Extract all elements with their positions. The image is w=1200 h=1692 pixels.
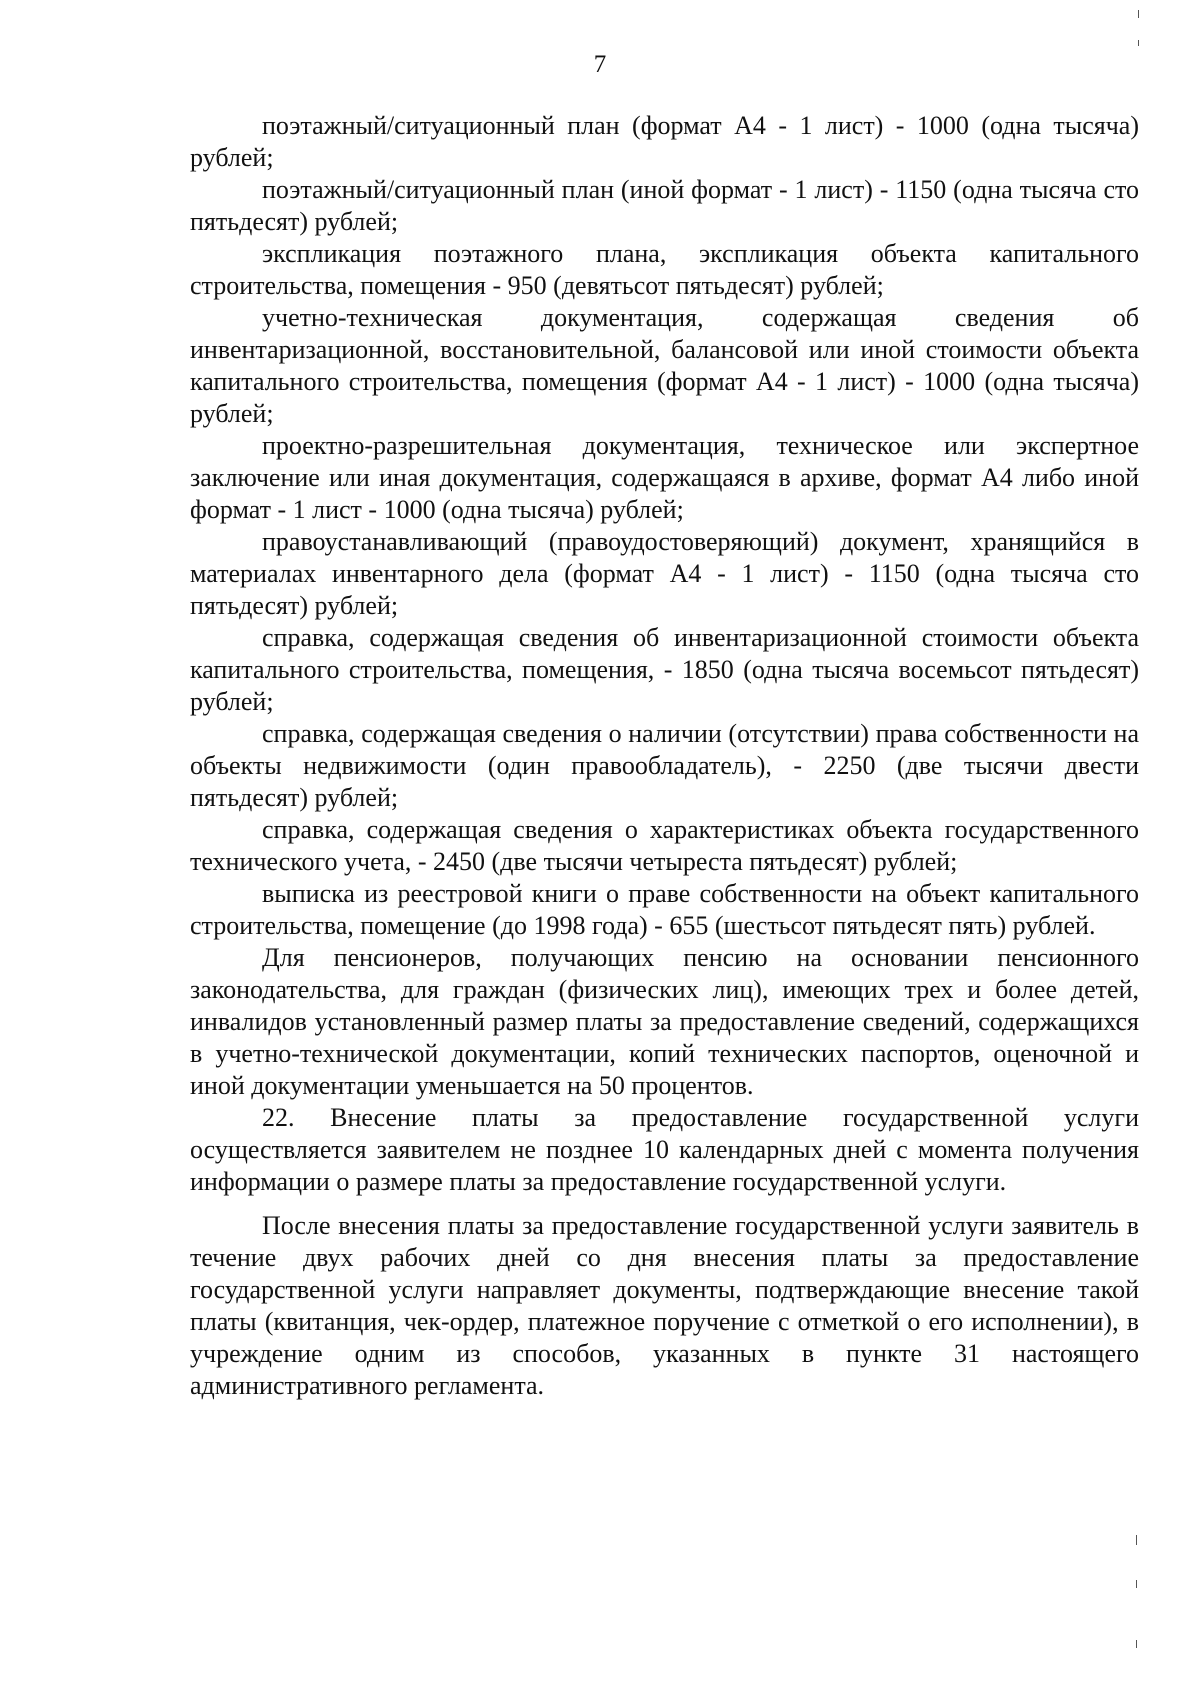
- scan-artifact: [1136, 1580, 1137, 1588]
- fee-item-title-document: правоустанавливающий (правоудостоверяющий) документ, хранящийся в материалах инвентарного дела (формат А4 - 1 лист) - 1150 (одна тысяча сто пятьдесят) рублей;: [190, 527, 1139, 620]
- fee-item-floor-plan-other: поэтажный/ситуационный план (иной формат - 1 лист) - 1150 (одна тысяча сто пятьдесят) рублей;: [190, 175, 1139, 236]
- section-22-paragraph: 22. Внесение платы за предоставление государственной услуги осуществляется заявителем не позднее 10 календарных дней с момента получения информации о размере платы за предоставление государственной услуги.: [190, 1103, 1139, 1196]
- post-payment-paragraph: После внесения платы за предоставление государственной услуги заявитель в течение двух рабочих дней со дня внесения платы за предоставление государственной услуги направляет документы, подтверждающие внесение такой платы (квитанция, чек-ордер, платежное поручение с отметкой о его исполнении), в учреждение одним из способов, указанных в пункте 31 настоящего административного регламента.: [190, 1211, 1139, 1400]
- scan-artifact: [1138, 10, 1139, 18]
- fee-item-explication: экспликация поэтажного плана, экспликация объекта капитального строительства, помещения - 950 (девятьсот пятьдесят) рублей;: [190, 239, 1139, 300]
- fee-item-floor-plan-a4: поэтажный/ситуационный план (формат А4 - 1 лист) - 1000 (одна тысяча) рублей;: [190, 111, 1139, 172]
- discount-paragraph: Для пенсионеров, получающих пенсию на основании пенсионного законодательства, для граждан (физических лиц), имеющих трех и более детей, инвалидов установленный размер платы за предоставление сведений, содержащихся в учетно-технической документации, копий технических паспортов, оценочной и иной документации уменьшается на 50 процентов.: [190, 943, 1139, 1100]
- scan-artifact: [1136, 1535, 1137, 1545]
- scan-artifact: [1138, 40, 1139, 46]
- fee-item-ownership-certificate: справка, содержащая сведения о наличии (отсутствии) права собственности на объекты недвижимости (один правообладатель), - 2250 (две тысячи двести пятьдесят) рублей;: [190, 719, 1139, 812]
- document-body: [190, 110, 1139, 1402]
- fee-item-design-documentation: проектно-разрешительная документация, техническое или экспертное заключение или иная документация, содержащаяся в архиве, формат А4 либо иной формат - 1 лист - 1000 (одна тысяча) рублей;: [190, 431, 1139, 524]
- scan-artifact: [1136, 1640, 1137, 1648]
- page-number: 7: [593, 51, 607, 78]
- fee-item-characteristics-certificate: справка, содержащая сведения о характеристиках объекта государственного технического учета, - 2450 (две тысячи четыреста пятьдесят) рублей;: [190, 815, 1139, 876]
- fee-item-technical-documentation: учетно-техническая документация, содержащая сведения об инвентаризационной, восстановительной, балансовой или иной стоимости объекта капитального строительства, помещения (формат А4 - 1 лист) - 1000 (одна тысяча) рублей;: [190, 303, 1139, 428]
- fee-item-registry-extract: выписка из реестровой книги о праве собственности на объект капитального строительства, помещение (до 1998 года) - 655 (шестьсот пятьдесят пять) рублей.: [190, 879, 1139, 940]
- fee-item-inventory-value-certificate: справка, содержащая сведения об инвентаризационной стоимости объекта капитального строительства, помещения, - 1850 (одна тысяча восемьсот пятьдесят) рублей;: [190, 623, 1139, 716]
